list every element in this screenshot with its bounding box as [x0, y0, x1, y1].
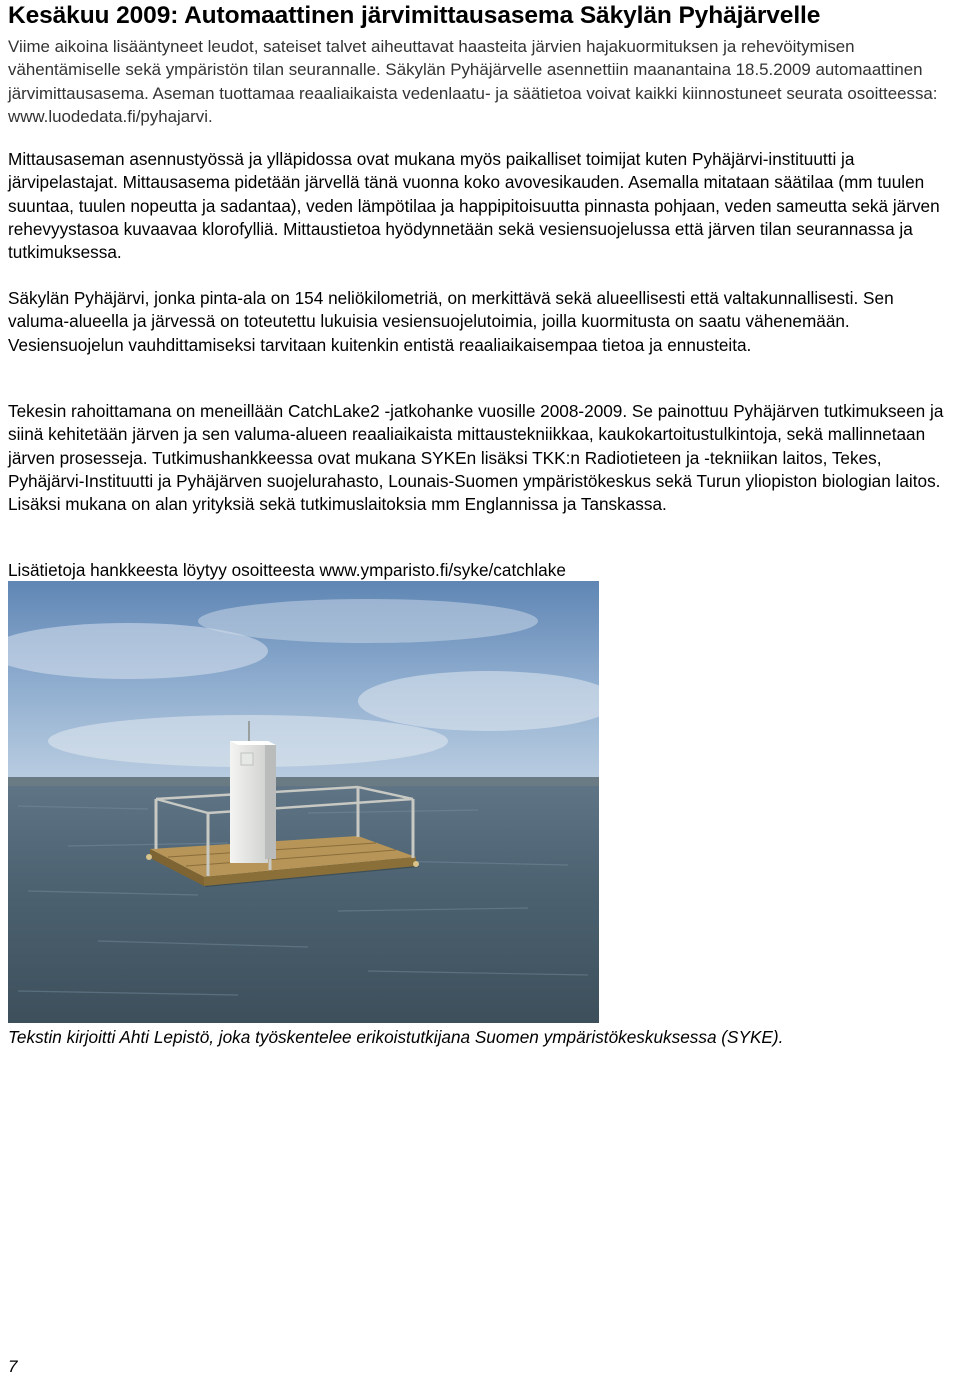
paragraph-more-info: Lisätietoja hankkeesta löytyy osoitteesta www.ymparisto.fi/syke/catchlake [8, 560, 566, 580]
article-title: Kesäkuu 2009: Automaattinen järvimittausasema Säkylän Pyhäjärvelle [8, 2, 821, 29]
page-number: 7 [8, 1357, 18, 1376]
photo-caption: Tekstin kirjoitti Ahti Lepistö, joka työskentelee erikoistutkijana Suomen ympäristökeskuksessa (SYKE). [8, 1027, 784, 1047]
paragraph-lake: Säkylän Pyhäjärvi, jonka pinta-ala on 154 neliökilometriä, on merkittävä sekä alueellisesti että valtakunnallisesti. Sen valuma-alueella ja järvessä on toteutettu lukuisia vesiensuojelutoimia, joilla kuormitusta on saatu vähenemään. Vesiensuojelun vauhdittamiseksi tarvitaan kuitenkin entistä reaaliaikaisempaa tietoa ja ennusteita. [8, 288, 894, 355]
paragraph-project: Tekesin rahoittamana on meneillään CatchLake2 -jatkohanke vuosille 2008-2009. Se painottuu Pyhäjärven tutkimukseen ja siinä kehitetään järven ja sen valuma-alueen reaaliaikaista mittaustekniikkaa, kaukokartoitustulkintoja, sekä mallinnetaan järven prosesseja. Tutkimushankkeessa ovat mukana SYKEn lisäksi TKK:n Radiotieteen ja -tekniikan laitos, Tekes, Pyhäjärvi-Instituutti ja Pyhäjärven suojelurahasto, Lounais-Suomen ympäristökeskus sekä Turun yliopiston biologian laitos. Lisäksi mukana on alan yrityksiä sekä tutkimuslaitoksia mm Englannissa ja Tanskassa. [8, 401, 944, 515]
paragraph-intro: Viime aikoina lisääntyneet leudot, sateiset talvet aiheuttavat haasteita järvien hajakuormituksen ja rehevöitymisen vähentämiselle sekä ympäristön tilan seurannalle. Säkylän Pyhäjärvelle asennettiin maanantaina 18.5.2009 automaattinen järvimittausasema. Aseman tuottamaa reaaliaikaista vedenlaatu- ja säätietoa voivat kaikki kiinnostuneet seurata osoitteessa: www.luodedata.fi/pyhajarvi. [8, 37, 938, 126]
lake-station-photo [8, 581, 599, 1023]
paragraph-station: Mittausaseman asennustyössä ja ylläpidossa ovat mukana myös paikalliset toimijat kuten Pyhäjärvi-instituutti ja järvipelastajat. Mittausasema pidetään järvellä tänä vuonna koko avovesikauden. Asemalla mitataan säätilaa (mm tuulen suuntaa, tuulen nopeutta ja sadantaa), veden lämpötilaa ja happipitoisuutta pinnasta pohjaan, veden sameutta sekä järven rehevyystasoa kuvaavaa klorofylliä. Mittaustietoa hyödynnetään sekä vesiensuojelussa että järven tilan seurannassa ja tutkimuksessa. [8, 149, 940, 263]
